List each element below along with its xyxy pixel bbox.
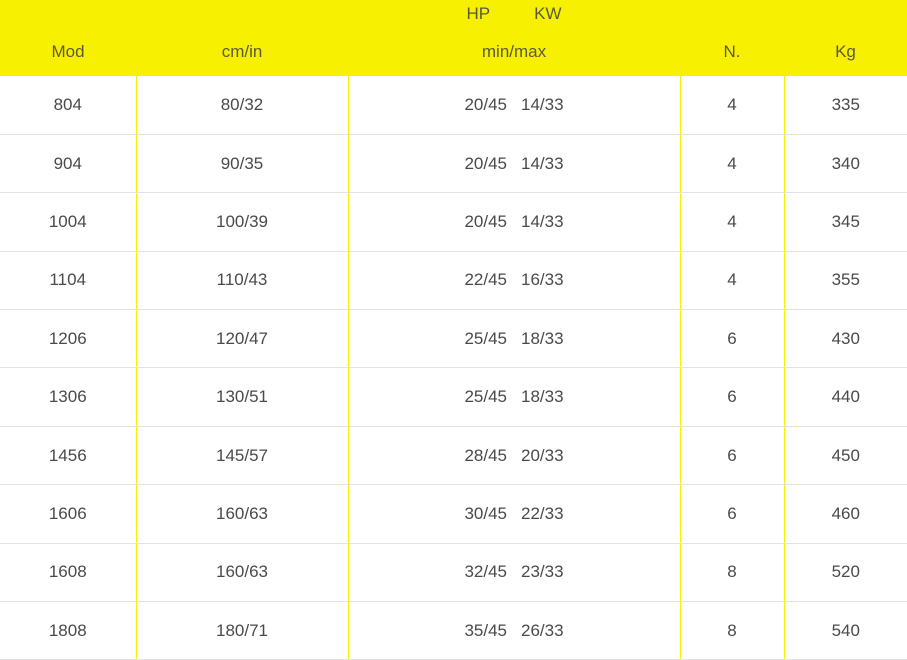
cell-mod: 1608 (0, 543, 136, 601)
table-row (0, 76, 907, 134)
table-row (0, 602, 907, 660)
header-power-units (348, 0, 680, 28)
table-body (0, 76, 907, 660)
header-hp-label: HP (466, 4, 491, 23)
cell-power-hp: 20/45 (464, 211, 507, 231)
column-header-mod: Mod (0, 28, 136, 76)
cell-cm-in: 120/47 (136, 310, 348, 368)
cell-mod: 1206 (0, 310, 136, 368)
cell-power (348, 602, 680, 660)
table-header-top-row (0, 0, 907, 28)
column-header-kg: Kg (784, 28, 907, 76)
header-spacer-n (680, 0, 784, 28)
table-row (0, 368, 907, 426)
table-row (0, 310, 907, 368)
cell-n: 8 (680, 543, 784, 601)
cell-power (348, 251, 680, 309)
cell-kg: 345 (784, 193, 907, 251)
cell-n: 4 (680, 193, 784, 251)
table-row (0, 193, 907, 251)
cell-power (348, 134, 680, 192)
cell-power-hp: 32/45 (464, 562, 507, 582)
cell-power (348, 76, 680, 134)
table-row (0, 543, 907, 601)
cell-power-kw: 14/33 (521, 211, 564, 231)
cell-cm-in: 180/71 (136, 602, 348, 660)
cell-power-hp: 28/45 (464, 445, 507, 465)
cell-mod: 804 (0, 76, 136, 134)
cell-power (348, 426, 680, 484)
cell-mod: 1456 (0, 426, 136, 484)
header-spacer-cm-in (136, 0, 348, 28)
cell-power-kw: 16/33 (521, 270, 564, 290)
cell-kg: 460 (784, 485, 907, 543)
cell-power-kw: 23/33 (521, 562, 564, 582)
cell-mod: 1606 (0, 485, 136, 543)
cell-n: 4 (680, 76, 784, 134)
cell-power-kw: 14/33 (521, 94, 564, 114)
cell-power-kw: 18/33 (521, 328, 564, 348)
cell-cm-in: 100/39 (136, 193, 348, 251)
cell-power-kw: 14/33 (521, 153, 564, 173)
cell-n: 4 (680, 134, 784, 192)
cell-power (348, 368, 680, 426)
cell-power (348, 310, 680, 368)
cell-kg: 335 (784, 76, 907, 134)
table-header-main-row (0, 28, 907, 76)
cell-power-hp: 22/45 (464, 270, 507, 290)
column-header-cm-in: cm/in (136, 28, 348, 76)
cell-power-hp: 20/45 (464, 153, 507, 173)
cell-n: 6 (680, 310, 784, 368)
cell-power-kw: 20/33 (521, 445, 564, 465)
cell-kg: 340 (784, 134, 907, 192)
cell-power-hp: 30/45 (464, 503, 507, 523)
cell-power-hp: 25/45 (464, 328, 507, 348)
column-header-n: N. (680, 28, 784, 76)
cell-power (348, 543, 680, 601)
table-row (0, 251, 907, 309)
cell-mod: 1808 (0, 602, 136, 660)
cell-cm-in: 130/51 (136, 368, 348, 426)
table-row (0, 485, 907, 543)
cell-n: 6 (680, 426, 784, 484)
cell-mod: 1306 (0, 368, 136, 426)
cell-n: 6 (680, 368, 784, 426)
cell-mod: 1104 (0, 251, 136, 309)
cell-mod: 904 (0, 134, 136, 192)
table-row (0, 134, 907, 192)
cell-cm-in: 160/63 (136, 485, 348, 543)
cell-power-kw: 18/33 (521, 387, 564, 407)
table-row (0, 426, 907, 484)
cell-power-hp: 25/45 (464, 387, 507, 407)
cell-cm-in: 80/32 (136, 76, 348, 134)
cell-kg: 355 (784, 251, 907, 309)
cell-kg: 450 (784, 426, 907, 484)
cell-mod: 1004 (0, 193, 136, 251)
cell-n: 6 (680, 485, 784, 543)
table-header (0, 0, 907, 76)
cell-power-kw: 22/33 (521, 503, 564, 523)
cell-n: 4 (680, 251, 784, 309)
cell-kg: 440 (784, 368, 907, 426)
cell-kg: 430 (784, 310, 907, 368)
cell-cm-in: 160/63 (136, 543, 348, 601)
cell-power-hp: 35/45 (464, 620, 507, 640)
cell-power (348, 193, 680, 251)
cell-n: 8 (680, 602, 784, 660)
header-spacer-mod (0, 0, 136, 28)
cell-kg: 520 (784, 543, 907, 601)
cell-power-hp: 20/45 (464, 94, 507, 114)
cell-kg: 540 (784, 602, 907, 660)
cell-cm-in: 145/57 (136, 426, 348, 484)
cell-cm-in: 110/43 (136, 251, 348, 309)
header-kw-label: KW (534, 4, 562, 23)
cell-cm-in: 90/35 (136, 134, 348, 192)
header-spacer-kg (784, 0, 907, 28)
cell-power (348, 485, 680, 543)
column-header-min-max: min/max (348, 28, 680, 76)
cell-power-kw: 26/33 (521, 620, 564, 640)
